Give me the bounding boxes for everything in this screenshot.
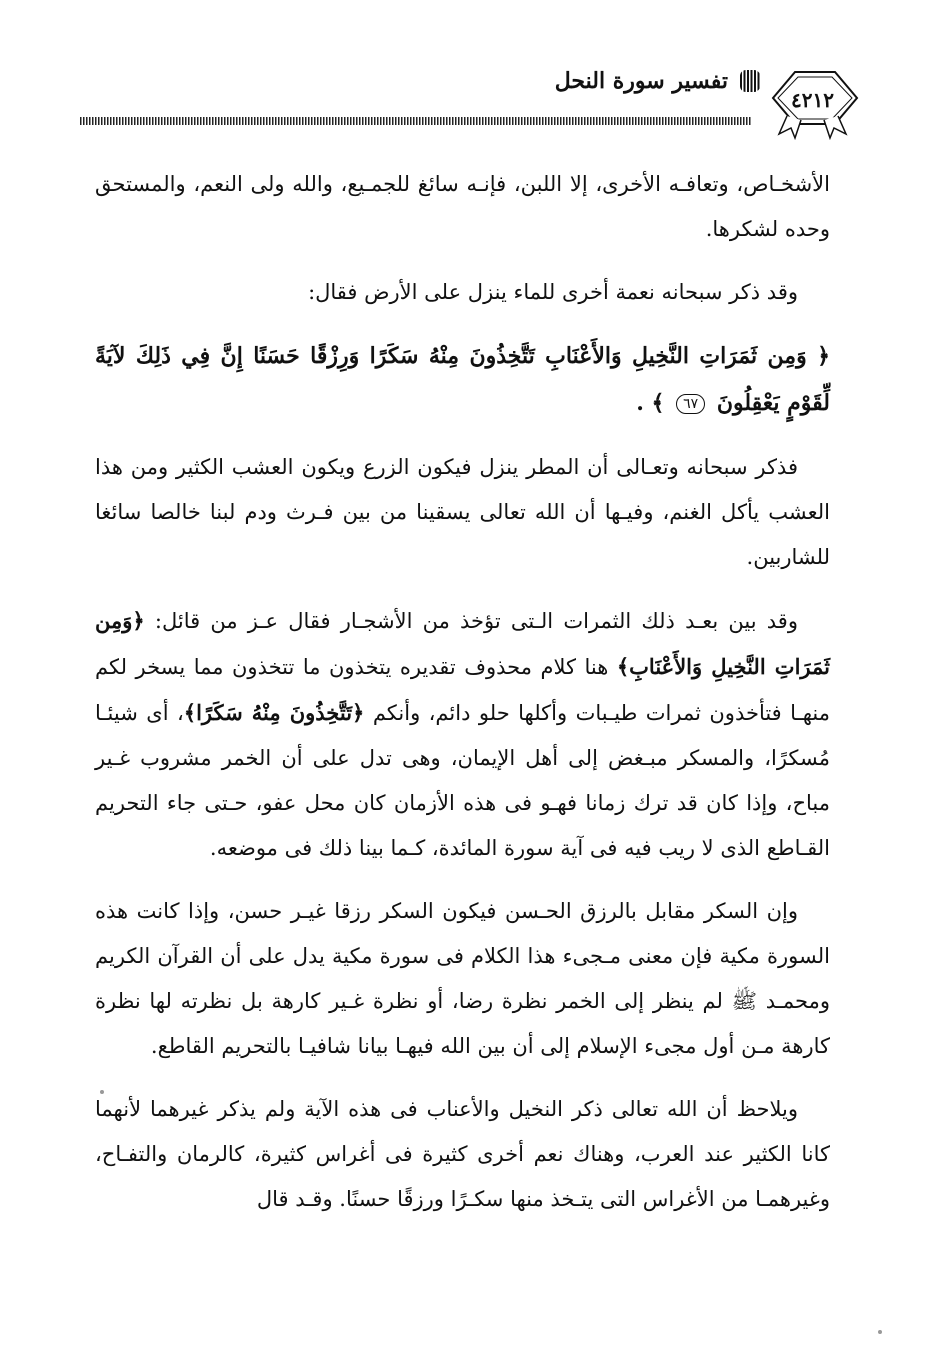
body-text bbox=[95, 162, 830, 1240]
quran-quote-1: ﴿وَمِن ثَمَرَاتِ النَّخِيلِ وَالأَعْنَابِ﴾ bbox=[95, 608, 830, 679]
verse-text: ﴿ وَمِن ثَمَرَاتِ النَّخِيلِ وَالأَعْنَابِ تَتَّخِذُونَ مِنْهُ سَكَرًا وَرِزْقًا حَسَنًا إِنَّ فِي ذَلِكَ لآيَةً لِّقَوْمٍ يَعْقِلُونَ bbox=[95, 343, 830, 416]
verse-close: ﴾ . bbox=[636, 390, 665, 416]
paragraph-4 bbox=[95, 598, 830, 871]
running-title: تفسير سورة النحل bbox=[554, 68, 728, 94]
scan-speck bbox=[100, 1090, 104, 1094]
page-header bbox=[70, 40, 860, 150]
paragraph-1: الأشخـاص، وتعافـه الأخرى، إلا اللبن، فإنـه سائغ للجمـيع، والله ولى النعم، والمستحق وحده لشكرها. bbox=[95, 172, 830, 241]
scan-speck bbox=[878, 1330, 882, 1334]
quran-quote-2: ﴿تَتَّخِذُونَ مِنْهُ سَكَرًا﴾ bbox=[183, 700, 365, 725]
page-number: ٤٢١٢ bbox=[791, 88, 834, 112]
quran-verse bbox=[95, 333, 830, 427]
paragraph-3: فذكر سبحانه وتعـالى أن المطر ينزل فيكون الزرع ويكون العشب الكثير ومن هذا العشب يأكل الغنم، وفيـها أن الله تعالى يسقينا من بين فـرث ودم لبنا خالصا سائغا للشاربين. bbox=[95, 455, 830, 569]
paragraph-4-intro: وقد بين بعـد ذلك الثمرات الـتى تؤخذ من الأشجـار فقال عـز من قائل: bbox=[154, 609, 798, 633]
paragraph-2: وقد ذكر سبحانه نعمة أخرى للماء ينزل على الأرض فقال: bbox=[308, 280, 798, 304]
paragraph-4-middle: هنا كلام محذوف تقديره يتخذون ما تتخذون مما يسخر لكم منهـا فتأخذون ثمرات طيـبات وأكلها حلو دائم، وأنكم bbox=[95, 655, 830, 725]
paragraph-6: ويلاحظ أن الله تعالى ذكر النخيل والأعناب فى هذه الآية ولم يذكر غيرهما لأنهما كانا الكثير عند العرب، وهناك نعم أخرى كثيرة فى أغراس كثيرة، كالرمان والتفـاح، وغيرهمـا من الأغراس التى يتـخذ منها سكـرًا ورزقًا حسنًا. وقـد قال bbox=[95, 1097, 830, 1211]
paragraph-5: وإن السكر مقابل بالرزق الحـسن فيكون السكر رزقا غيـر حسن، وإذا كانت هذه السورة مكية فإن معنى مـجىء هذا الكلام فى سورة مكية يدل على أن القرآن الكريم ومحمـد ﷺ لم ينظر إلى الخمر نظرة رضا، أو نظرة غـير كارهة بل نظرته لها نظرة كارهة مـن أول مجىء الإسلام إلى أن بين الله فيهـا بيانا شافيـا بالتحريم القاطع. bbox=[95, 899, 830, 1058]
ornament-icon bbox=[740, 70, 760, 92]
page-number-badge bbox=[765, 50, 860, 140]
paragraph-4-end: ، أى شيئـا مُسكرًا، والمسكر مبـغض إلى أهل الإيمان، وهى تدل على أن الخمر مشروب غـير مباح، وإذا كان قد ترك زمانا فهـو فى هذه الأزمان كان محل عفو، حـتى جاء التحريم القـاطع الذى لا ريب فيه فى آية سورة المائدة، كـما بينا ذلك فى موضعه. bbox=[95, 701, 830, 860]
header-rule bbox=[80, 117, 752, 125]
verse-number: ٦٧ bbox=[676, 394, 705, 414]
running-title-group bbox=[555, 68, 760, 94]
